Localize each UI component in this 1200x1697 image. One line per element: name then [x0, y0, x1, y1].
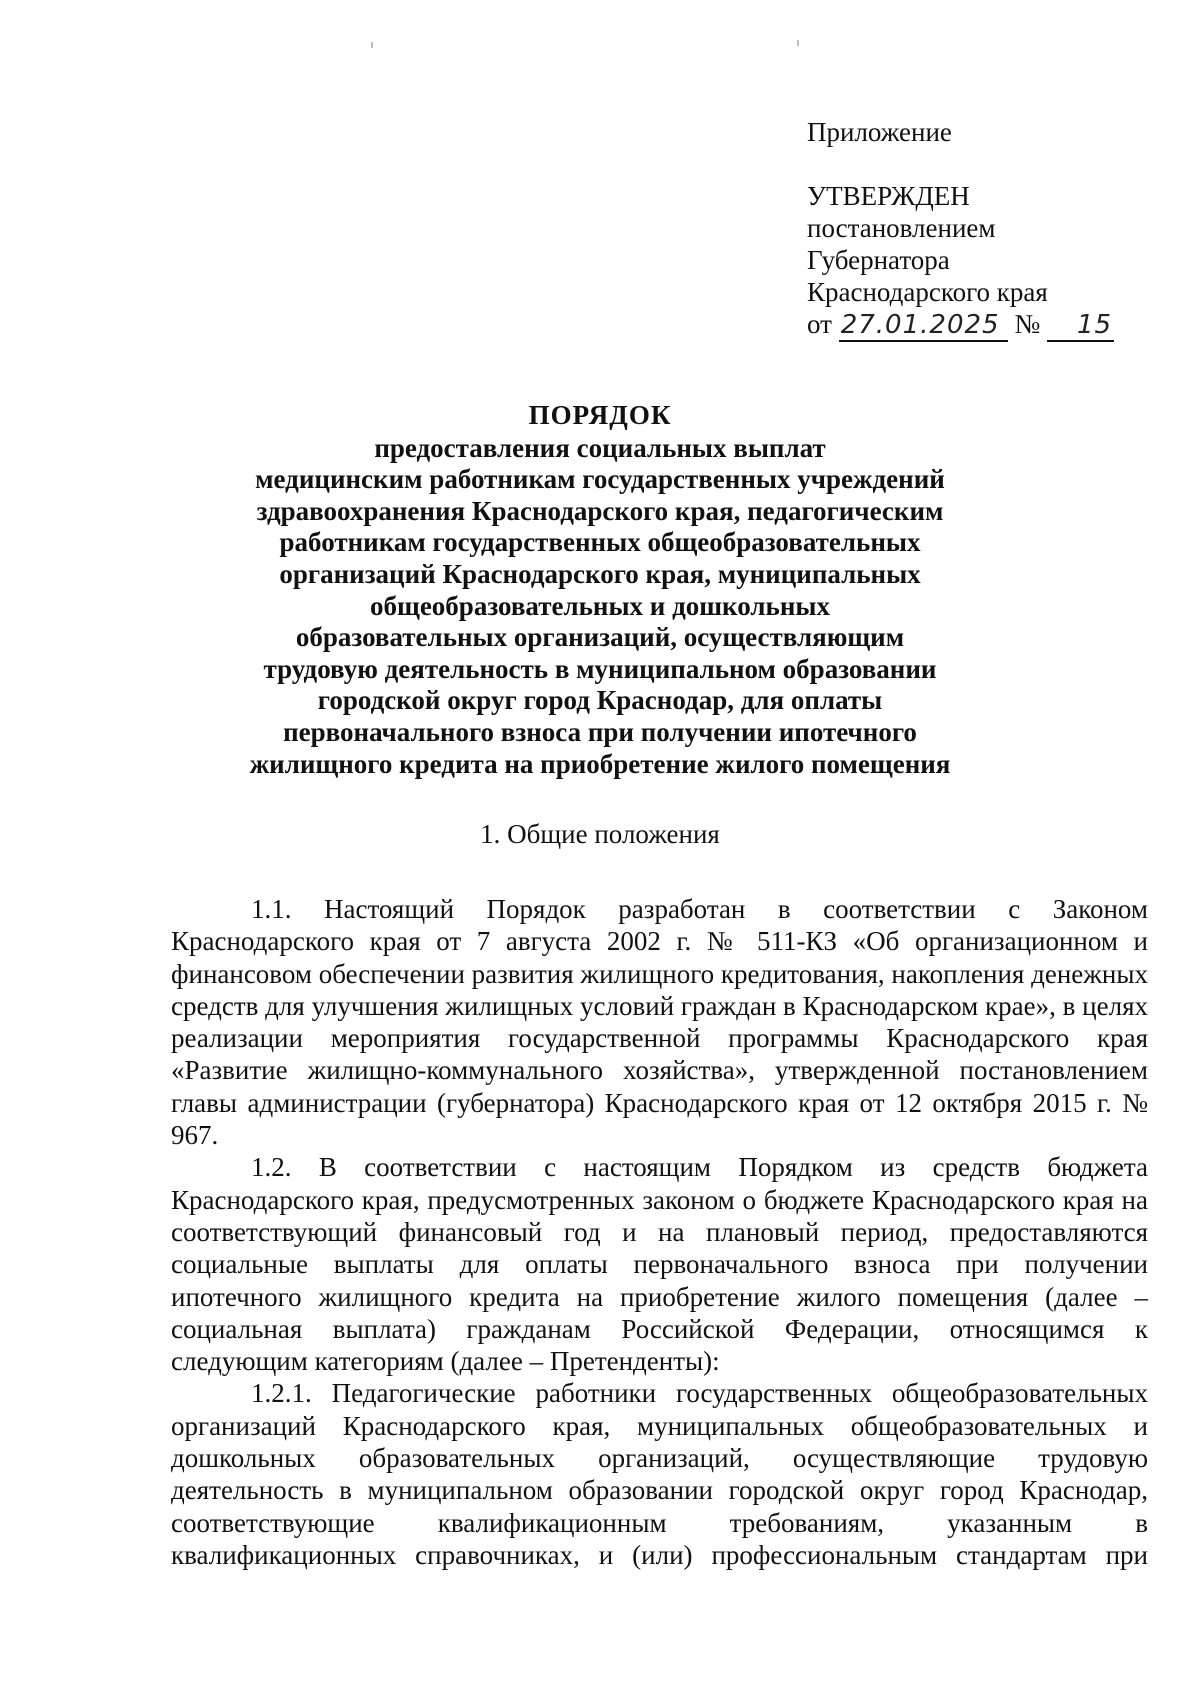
title-line: образовательных организаций, осуществляющим	[295, 622, 905, 653]
resolution-label: постановлением	[807, 213, 996, 243]
title-line: жилищного кредита на приобретение жилого помещения	[249, 748, 951, 779]
scan-speck	[371, 42, 373, 48]
paragraph-1-2-1: 1.2.1. Педагогические работники государственных общеобразовательных организаций Краснодарского края, муниципальных общеобразовательных и дошкольных образовательных организаций, осуществляющие трудовую деятельность в муниципальном образовании городской округ город Краснодар, соответствующие квалификационным требованиям, указанным в квалификационных справочниках, и (или) профессиональным стандартам при	[171, 1378, 1148, 1570]
handwritten-date: 27.01.2025	[840, 310, 1000, 340]
date-field	[839, 309, 1008, 342]
title-line: городской округ город Краснодар, для оплаты	[317, 685, 883, 716]
document-title	[160, 400, 1040, 780]
title-line: общеобразовательных и дошкольных	[370, 590, 830, 621]
title-line: здравоохранения Краснодарского края, педагогическим	[256, 495, 944, 526]
title-main: ПОРЯДОК	[528, 400, 672, 430]
handwritten-number: 15	[1076, 310, 1113, 340]
scan-speck	[797, 40, 799, 46]
title-line: медицинским работникам государственных учреждений	[255, 464, 945, 495]
number-field	[1047, 309, 1114, 342]
document-body	[171, 893, 1148, 1571]
title-line: организаций Краснодарского края, муниципальных	[279, 558, 921, 589]
date-prefix: от	[807, 309, 832, 339]
approved-label: УТВЕРЖДЕН	[807, 181, 970, 211]
title-line: предоставления социальных выплат	[374, 432, 826, 463]
appendix-label: Приложение	[807, 117, 952, 147]
region-label: Краснодарского края	[807, 277, 1048, 307]
date-number-line	[807, 308, 1152, 342]
number-sign: №	[1014, 309, 1041, 339]
paragraph-1-2: 1.2. В соответствии с настоящим Порядком из средств бюджета Краснодарского края, предусмотренных законом о бюджете Краснодарского края на соответствующий финансовый год и на плановый период, предоставляются социальные выплаты для оплаты первоначального взноса при получении ипотечного жилищного кредита на приобретение жилого помещения (далее – социальная выплата) гражданам Российской Федерации, относящимся к следующим категориям (далее – Претенденты):	[171, 1152, 1148, 1377]
governor-label: Губернатора	[807, 245, 950, 275]
title-line: трудовую деятельность в муниципальном образовании	[263, 653, 937, 684]
approval-block	[807, 180, 1152, 342]
title-line: работникам государственных общеобразовательных	[279, 527, 921, 558]
title-line: первоначального взноса при получении ипотечного	[283, 716, 917, 747]
paragraph-1-1: 1.1. Настоящий Порядок разработан в соответствии с Законом Краснодарского края от 7 августа 2002 г. № 511-КЗ «Об организационном и финансовом обеспечении развития жилищного кредитования, накопления денежных средств для улучшения жилищных условий граждан в Краснодарском крае», в целях реализации мероприятия государственной программы Краснодарского края «Развитие жилищно-коммунального хозяйства», утвержденной постановлением главы администрации (губернатора) Краснодарского края от 12 октября 2015 г. № 967.	[171, 894, 1148, 1151]
section-heading: 1. Общие положения	[480, 819, 720, 849]
